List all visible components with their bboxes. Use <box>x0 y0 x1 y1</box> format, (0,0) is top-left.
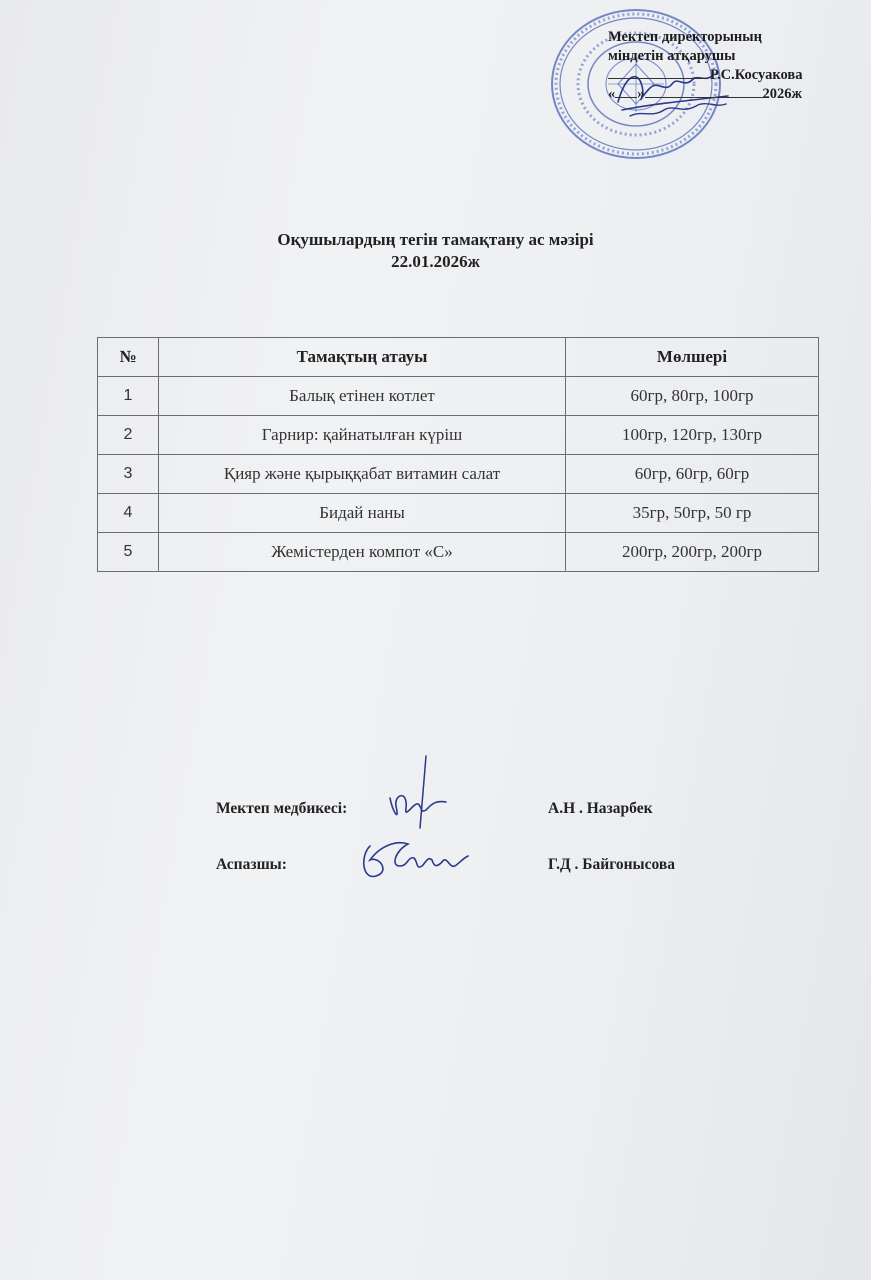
date-blank <box>645 97 763 98</box>
row-number: 5 <box>98 533 159 572</box>
title-date: 22.01.2026ж <box>391 252 480 271</box>
table-row <box>98 377 819 416</box>
cook-name: Г.Д . Байгонысова <box>548 856 676 873</box>
table-row <box>98 416 819 455</box>
header-number: № <box>98 338 159 377</box>
document-title <box>0 229 871 273</box>
row-dish-name: Бидай наны <box>159 494 566 533</box>
table-row <box>98 494 819 533</box>
row-dish-name: Гарнир: қайнатылған күріш <box>159 416 566 455</box>
approval-signer: Р.С.Косуакова <box>710 67 803 83</box>
approval-signer-line <box>608 66 848 85</box>
row-dish-name: Балық етінен котлет <box>159 377 566 416</box>
row-dish-name: Жемістерден компот «С» <box>159 533 566 572</box>
row-dish-name: Қияр және қырыққабат витамин салат <box>159 455 566 494</box>
row-number: 3 <box>98 455 159 494</box>
header-dish-name: Тамақтың атауы <box>159 338 566 377</box>
menu-table <box>97 337 819 572</box>
cook-role: Аспазшы: <box>216 856 287 873</box>
row-amount: 100гр, 120гр, 130гр <box>566 416 819 455</box>
date-close-quote: » <box>637 86 645 102</box>
approval-line-1: Мектеп директорының <box>608 29 762 45</box>
cook-signature <box>356 836 472 886</box>
table-header-row <box>98 338 819 377</box>
nurse-signature <box>382 750 452 830</box>
date-open-quote: « <box>608 86 616 102</box>
nurse-name: А.Н . Назарбек <box>548 800 653 817</box>
approval-block <box>608 28 848 104</box>
table-row <box>98 533 819 572</box>
row-number: 1 <box>98 377 159 416</box>
row-number: 4 <box>98 494 159 533</box>
approval-line-2: міндетін атқарушы <box>608 48 736 64</box>
title-line: Оқушылардың тегін тамақтану ас мәзірі <box>277 230 594 249</box>
header-amount: Мөлшері <box>566 338 819 377</box>
row-amount: 200гр, 200гр, 200гр <box>566 533 819 572</box>
row-amount: 60гр, 80гр, 100гр <box>566 377 819 416</box>
approval-date-line <box>608 85 848 104</box>
row-number: 2 <box>98 416 159 455</box>
approval-year: 2026ж <box>762 86 803 102</box>
signature-blank <box>608 78 708 79</box>
table-row <box>98 455 819 494</box>
row-amount: 60гр, 60гр, 60гр <box>566 455 819 494</box>
nurse-role: Мектеп медбикесі: <box>216 800 348 817</box>
row-amount: 35гр, 50гр, 50 гр <box>566 494 819 533</box>
